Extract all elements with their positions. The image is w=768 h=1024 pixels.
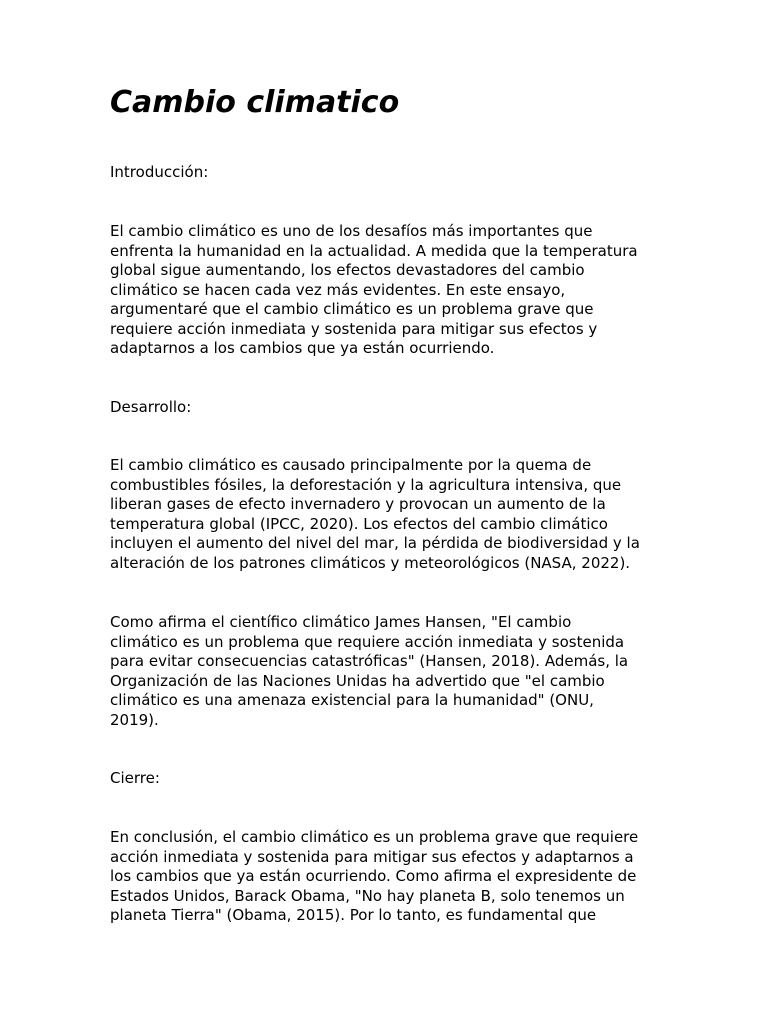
section-heading-desarrollo <box>110 398 670 418</box>
text-line: planeta Tierra" (Obama, 2015). Por lo tanto, es fundamental que <box>110 906 597 924</box>
text-line: temperatura global (IPCC, 2020). Los efectos del cambio climático <box>110 514 608 533</box>
text-line: requiere acción inmediata y sostenida para mitigar sus efectos y <box>110 319 598 338</box>
text-line: Desarrollo: <box>110 398 192 416</box>
text-line: Estados Unidos, Barack Obama, "No hay planeta B, solo tenemos un <box>110 886 625 905</box>
paragraph-desarrollo-2 <box>110 613 670 730</box>
text-line: Como afirma el científico climático James Hansen, "El cambio <box>110 613 572 631</box>
text-line: liberan gases de efecto invernadero y provocan un aumento de la <box>110 495 606 513</box>
text-line: combustibles fósiles, la deforestación y la agricultura intensiva, que <box>110 475 622 494</box>
text-line: Organización de las Naciones Unidas ha advertido que "el cambio <box>110 671 605 690</box>
text-line: El cambio climático es causado principalmente por la quema de <box>110 456 592 474</box>
document-title: Cambio climatico <box>110 85 400 120</box>
text-line: El cambio climático es uno de los desafíos más importantes que <box>110 222 593 240</box>
text-line: acción inmediata y sostenida para mitigar sus efectos y adaptarnos a <box>110 847 634 866</box>
text-line: En conclusión, el cambio climático es un problema grave que requiere <box>110 828 639 846</box>
text-line: enfrenta la humanidad en la actualidad. A medida que la temperatura <box>110 241 638 260</box>
text-line: adaptarnos a los cambios que ya están ocurriendo. <box>110 339 495 357</box>
text-line: los cambios que ya están ocurriendo. Como afirma el expresidente de <box>110 867 637 885</box>
paragraph-introduccion <box>110 222 670 359</box>
text-line: argumentaré que el cambio climático es un problema grave que <box>110 300 594 318</box>
text-line: climático se hacen cada vez más evidentes. En este ensayo, <box>110 280 566 299</box>
text-line: Cierre: <box>110 769 160 787</box>
text-line: alteración de los patrones climáticos y meteorológicos (NASA, 2022). <box>110 553 631 572</box>
text-line: Introducción: <box>110 163 209 181</box>
text-line: global sigue aumentando, los efectos devastadores del cambio <box>110 261 585 279</box>
text-line: incluyen el aumento del nivel del mar, la pérdida de biodiversidad y la <box>110 534 640 552</box>
section-heading-introduccion <box>110 163 670 183</box>
paragraph-cierre <box>110 828 670 926</box>
paragraph-desarrollo-1 <box>110 456 670 573</box>
text-line: climático es una amenaza existencial para la humanidad" (ONU, <box>110 691 594 709</box>
section-heading-cierre <box>110 769 670 789</box>
text-line: 2019). <box>110 710 159 729</box>
text-line: para evitar consecuencias catastróficas" (Hansen, 2018). Además, la <box>110 652 629 670</box>
text-line: climático es un problema que requiere acción inmediata y sostenida <box>110 632 625 651</box>
